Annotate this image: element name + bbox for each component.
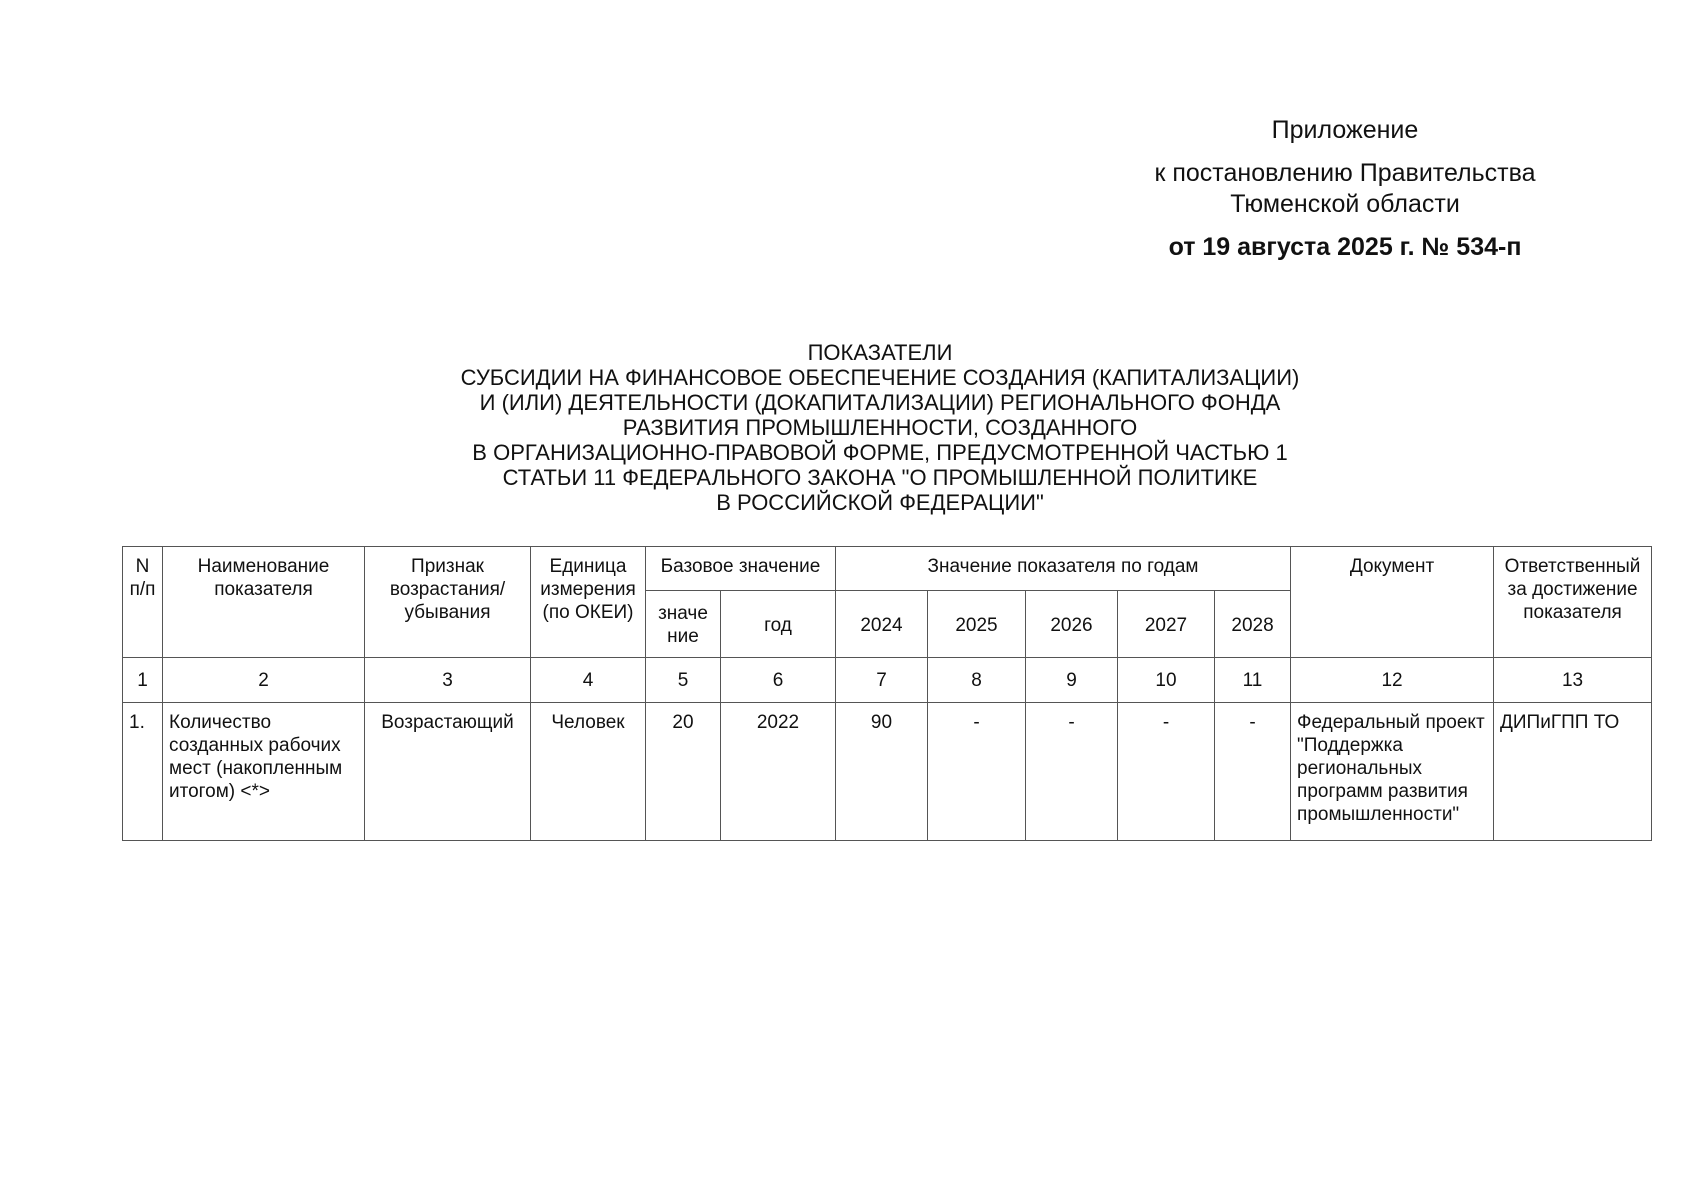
header-sign: Признак возрастания/ убывания (365, 547, 531, 658)
header-base-value: значе ние (646, 591, 721, 658)
title-line: СТАТЬИ 11 ФЕДЕРАЛЬНОГО ЗАКОНА "О ПРОМЫШЛЕННОЙ ПОЛИТИКЕ (502, 465, 1258, 490)
title-line: В РОССИЙСКОЙ ФЕДЕРАЦИИ" (716, 490, 1044, 515)
row-year-value: - (1026, 703, 1118, 841)
row-year-value: - (1118, 703, 1215, 841)
row-document: Федеральный проект "Поддержка региональных программ развития промышленности" (1291, 703, 1494, 841)
column-number: 4 (531, 658, 646, 703)
header-base-year: год (721, 591, 836, 658)
column-number: 10 (1118, 658, 1215, 703)
column-number: 9 (1026, 658, 1118, 703)
title-line: РАЗВИТИЯ ПРОМЫШЛЕННОСТИ, СОЗДАННОГО (622, 415, 1138, 440)
title-line: ПОКАЗАТЕЛИ (807, 340, 953, 365)
header-num: N п/п (123, 547, 163, 658)
row-num: 1. (123, 703, 163, 841)
header-year: 2025 (928, 591, 1026, 658)
row-base-year: 2022 (721, 703, 836, 841)
column-number: 8 (928, 658, 1026, 703)
row-base-value: 20 (646, 703, 721, 841)
appendix-ref-line-2: Тюменской области (1230, 190, 1460, 218)
column-number: 11 (1215, 658, 1291, 703)
appendix-label: Приложение (1271, 116, 1419, 144)
column-number: 6 (721, 658, 836, 703)
header-name: Наименование показателя (163, 547, 365, 658)
header-base: Базовое значение (646, 547, 836, 591)
title-line: СУБСИДИИ НА ФИНАНСОВОЕ ОБЕСПЕЧЕНИЕ СОЗДАНИЯ (КАПИТАЛИЗАЦИИ) (460, 365, 1300, 390)
column-number: 12 (1291, 658, 1494, 703)
appendix-date: от 19 августа 2025 г. № 534-п (1168, 233, 1522, 261)
title-line: И (ИЛИ) ДЕЯТЕЛЬНОСТИ (ДОКАПИТАЛИЗАЦИИ) РЕГИОНАЛЬНОГО ФОНДА (479, 390, 1281, 415)
header-year: 2027 (1118, 591, 1215, 658)
column-number: 1 (123, 658, 163, 703)
row-year-value: 90 (836, 703, 928, 841)
table-row (123, 703, 1652, 841)
header-year: 2026 (1026, 591, 1118, 658)
appendix-reference (1110, 158, 1580, 220)
row-unit: Человек (531, 703, 646, 841)
column-number: 3 (365, 658, 531, 703)
row-responsible: ДИПиГПП ТО (1494, 703, 1652, 841)
header-unit: Единица измерения (по ОКЕИ) (531, 547, 646, 658)
header-row-1 (123, 547, 1652, 591)
column-numbers-row (123, 658, 1652, 703)
document-title (400, 340, 1360, 515)
column-number: 5 (646, 658, 721, 703)
row-year-value: - (928, 703, 1026, 841)
column-number: 2 (163, 658, 365, 703)
indicators-table (122, 546, 1652, 841)
header-year: 2024 (836, 591, 928, 658)
header-year: 2028 (1215, 591, 1291, 658)
header-document: Документ (1291, 547, 1494, 658)
title-line: В ОРГАНИЗАЦИОННО-ПРАВОВОЙ ФОРМЕ, ПРЕДУСМОТРЕННОЙ ЧАСТЬЮ 1 (472, 440, 1288, 465)
row-sign: Возрастающий (365, 703, 531, 841)
header-responsible: Ответственный за достижение показателя (1494, 547, 1652, 658)
column-number: 13 (1494, 658, 1652, 703)
header-by-years: Значение показателя по годам (836, 547, 1291, 591)
row-year-value: - (1215, 703, 1291, 841)
appendix-ref-line-1: к постановлению Правительства (1154, 159, 1536, 187)
row-indicator-name: Количество созданных рабочих мест (накопленным итогом) <*> (163, 703, 365, 841)
column-number: 7 (836, 658, 928, 703)
